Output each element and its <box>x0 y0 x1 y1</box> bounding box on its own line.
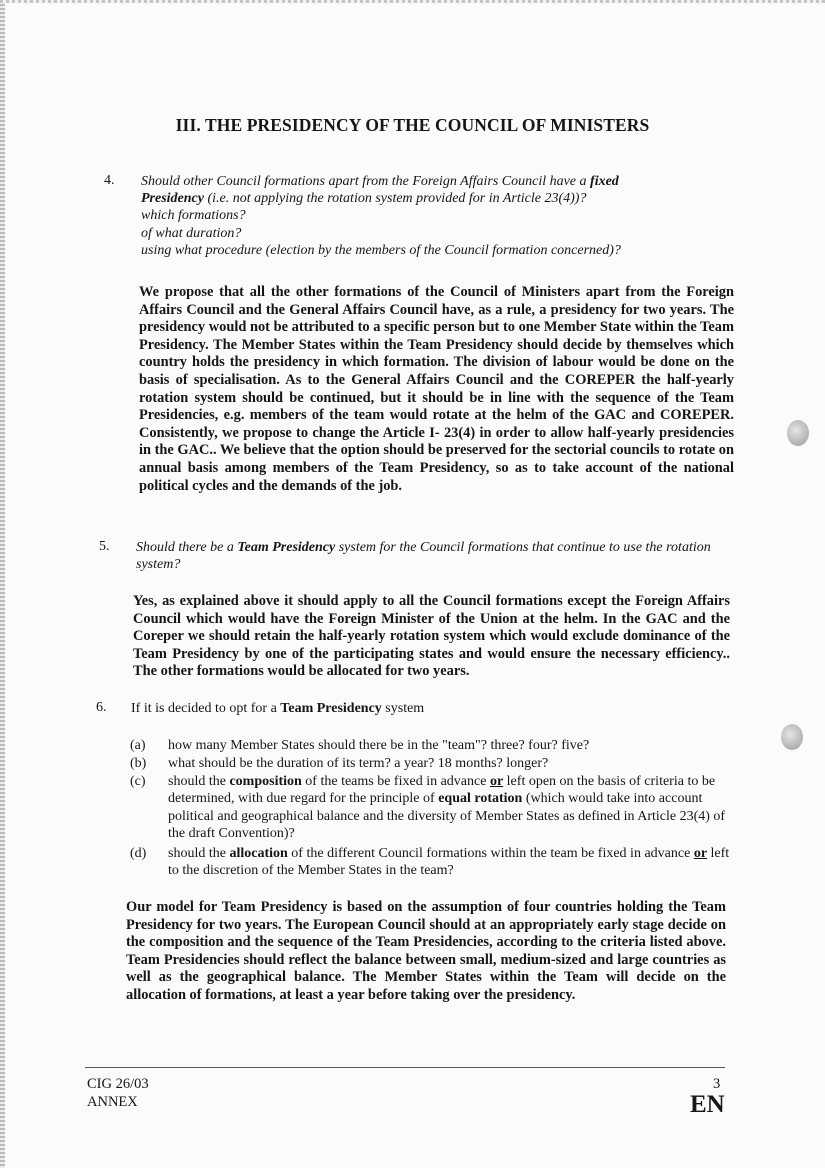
punch-hole-icon <box>787 420 809 446</box>
question-4 <box>141 173 741 259</box>
q6-post: system <box>381 701 425 716</box>
section-heading: III. THE PRESIDENCY OF THE COUNCIL OF MINISTERS <box>175 115 650 135</box>
question-6 <box>131 700 731 718</box>
q4-line2: (i.e. not applying the rotation system provided for in Article 23(4))? <box>203 191 587 207</box>
q4-presidency: Presidency <box>141 191 204 207</box>
answer-4: We propose that all the other formations of the Council of Ministers apart from the Foreign Affairs Council and the General Affairs Council have, as a rule, a presidency for two years. The presidency would not be attributed to a specific person but to one Member State within the Team Presidency. The Member States within the Team Presidency should decide by themselves which country holds the presidency in which formation. The division of labour would be done on the basis of specialisation. As to the General Affairs Council and the COREPER the half-yearly rotation system should be continued, but it should be in line with the sequence of the Team Presidencies, e.g. members of the team would rotate at the helm of the GAC and COREPER. Consistently, we propose to change the Article I- 23(4) in order to allow half-yearly presidencies in the GAC.. We believe that the option should be preserved for the sectorial councils to rotate on annual basis among members of the Team Presidency, so as to take account of the national political cycles and the demands of the job. <box>139 284 734 494</box>
sub-question-d <box>130 845 740 881</box>
sub-label: (c) <box>130 774 146 789</box>
scan-edge <box>0 0 5 1168</box>
question-5 <box>136 539 734 573</box>
sub-text: how many Member States should there be in the "team"? three? four? five? <box>168 738 590 753</box>
page-number: 3 <box>713 1076 721 1092</box>
answer-5: Yes, as explained above it should apply to all the Council formations except the Foreign Affairs Council which would have the Foreign Minister of the Union at the helm. In the GAC and the Coreper we should retain the half-yearly rotation system which would exclude dominance of the Team Presidency by one of the participating states and would ensure the necessary efficiency.. The other formations would be allocated for two years. <box>133 593 730 680</box>
q4-fixed: fixed <box>590 174 619 189</box>
sub-question-c <box>130 773 740 845</box>
sub-text: what should be the duration of its term? a year? 18 months? longer? <box>168 756 549 771</box>
sub-question-b <box>130 755 740 773</box>
sub-label: (a) <box>130 738 146 753</box>
footer-reference <box>87 1075 149 1111</box>
question-number: 5. <box>99 539 110 554</box>
q4-line3: which formations? <box>141 208 246 224</box>
sub-text: should the allocation of the different Council formations within the team be fixed in advance or left to the discretion of the Member States in the team? <box>168 846 730 879</box>
sub-text: should the composition of the teams be fixed in advance or left open on the basis of criteria to be determined, with due regard for the principle of equal rotation (which would take into account political and geographical balance and the diversity of Member States as defined in Article 23(4) of the draft Convention)? <box>168 774 726 841</box>
q5-team-presidency: Team Presidency <box>237 540 336 555</box>
q6-team-presidency: Team Presidency <box>280 701 382 716</box>
q4-line4: of what duration? <box>141 225 242 241</box>
q4-line5: using what procedure (election by the members of the Council formation concerned)? <box>141 242 621 258</box>
q4-line1: Should other Council formations apart from the Foreign Affairs Council have a <box>141 174 591 189</box>
sub-label: (b) <box>130 756 147 771</box>
q5-post: system for the Council formations that continue to use the rotation system? <box>136 540 711 573</box>
language-code: EN <box>690 1091 725 1118</box>
footer-divider <box>85 1067 725 1068</box>
question-number: 4. <box>104 173 115 188</box>
sub-label: (d) <box>130 846 147 861</box>
sub-question-a <box>130 737 740 755</box>
question-number: 6. <box>96 700 107 715</box>
punch-hole-icon <box>781 724 803 750</box>
scan-edge-top <box>0 0 825 3</box>
doc-code: CIG 26/03 <box>87 1076 149 1092</box>
q6-pre: If it is decided to opt for a <box>131 701 281 716</box>
answer-6: Our model for Team Presidency is based on the assumption of four countries holding the Team Presidency for two years. The European Council should at an appropriately early stage decide on the composition and the sequence of the Team Presidencies, according to the criteria listed above. Team Presidencies should reflect the balance between small, medium-sized and large countries as well as the geographical balance. The Member States within the Team will decide on the allocation of formations, at least a year before taking over the presidency. <box>126 899 726 1003</box>
annex-label: ANNEX <box>87 1094 138 1110</box>
q5-pre: Should there be a <box>136 540 238 555</box>
